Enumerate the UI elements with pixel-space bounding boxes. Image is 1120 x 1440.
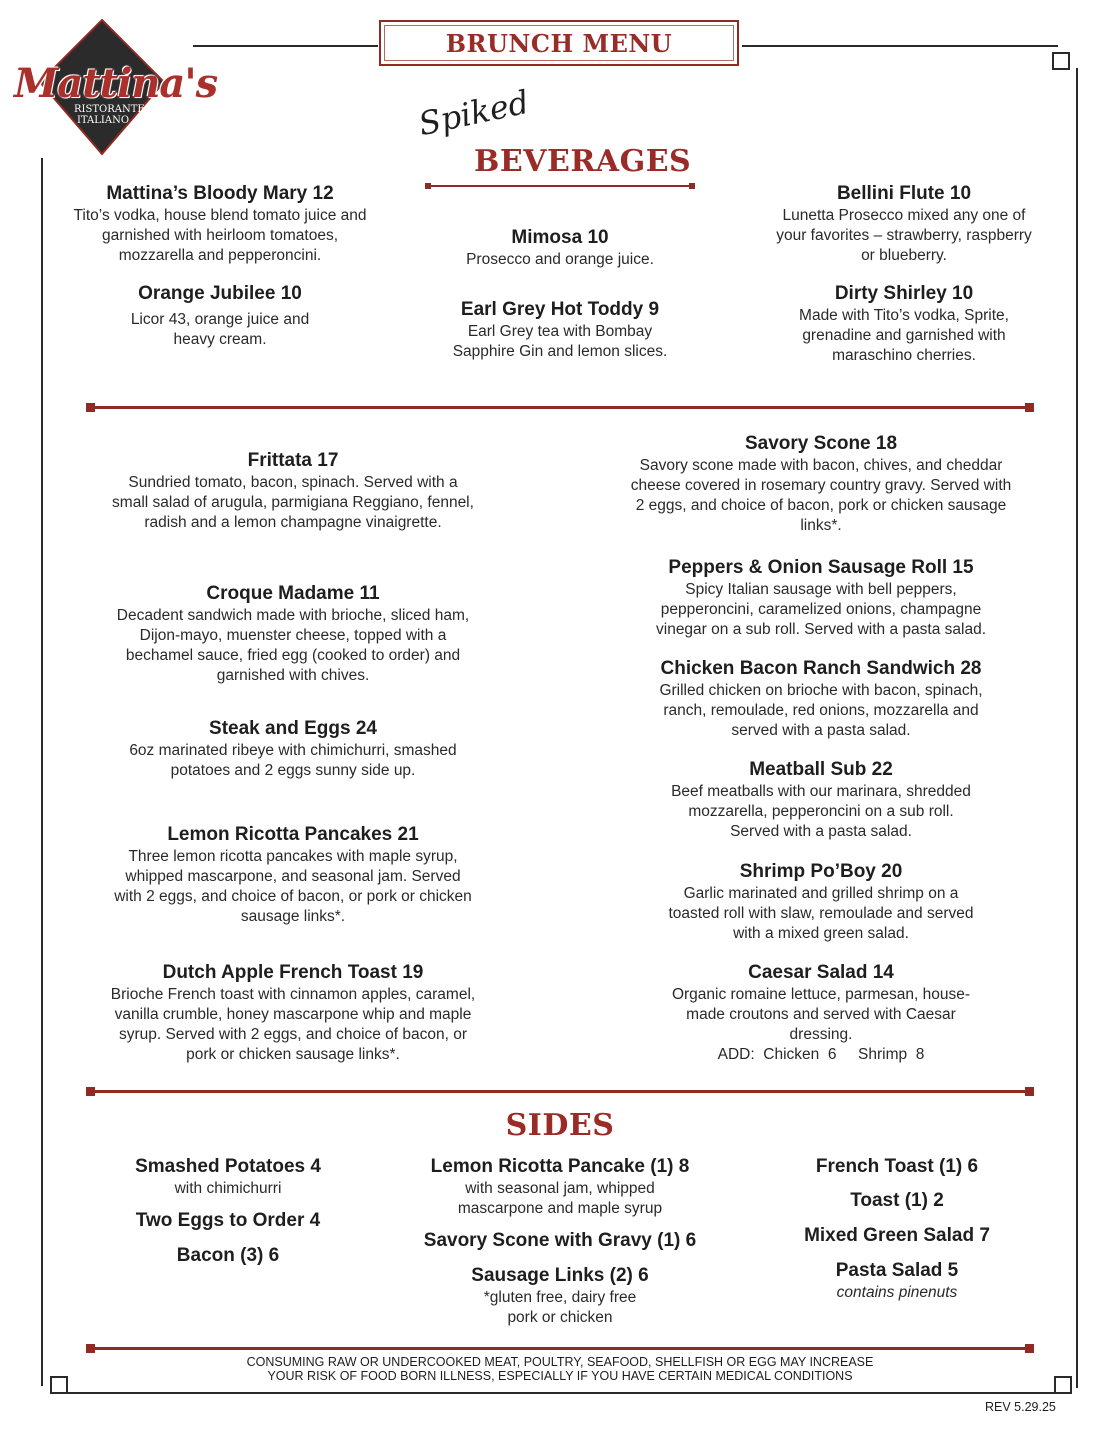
logo-subtitle: RISTORANTE ITALIANO (74, 104, 145, 126)
side-item (767, 1155, 1027, 1179)
beverage-item (754, 282, 1054, 366)
item-name: Peppers & Onion Sausage Roll 15 (668, 557, 974, 578)
header-box (379, 20, 739, 66)
item-description: Decadent sandwich made with brioche, sliced ham, Dijon-mayo, muenster cheese, topped with a bechamel sauce, fried egg (cooked to order) and garnished with chives. (116, 607, 470, 684)
item-description: Three lemon ricotta pancakes with maple syrup, whipped mascarpone, and seasonal jam. Served with 2 eggs, and choice of bacon, or pork or chicken sausage links*. (114, 848, 472, 925)
item-name: Toast (1) 2 (850, 1190, 944, 1211)
item-add-ons: ADD: Chicken 6 Shrimp 8 (717, 1046, 925, 1063)
frame-top-left (193, 45, 378, 47)
item-name: Mattina’s Bloody Mary 12 (106, 183, 334, 204)
item-name: Bellini Flute 10 (836, 183, 972, 204)
item-name: Two Eggs to Order 4 (135, 1210, 321, 1231)
beverages-script-word: Spiked (415, 82, 533, 144)
item-description: Prosecco and orange juice. (466, 251, 654, 268)
frame-bottom (66, 1392, 1056, 1394)
menu-item (103, 823, 483, 927)
menu-item (624, 758, 1018, 842)
item-description: with chimichurri (174, 1180, 282, 1197)
item-name: Smashed Potatoes 4 (135, 1156, 321, 1177)
item-name: Dirty Shirley 10 (834, 283, 974, 304)
item-name: Mixed Green Salad 7 (804, 1225, 990, 1246)
side-item (767, 1189, 1027, 1213)
sides-title: SIDES (505, 1108, 615, 1143)
side-item (98, 1209, 358, 1233)
item-name: Mimosa 10 (511, 227, 609, 248)
item-note: contains pinenuts (836, 1284, 958, 1301)
item-name: Caesar Salad 14 (748, 962, 894, 983)
beverage-item (60, 282, 380, 350)
item-name: Frittata 17 (247, 450, 339, 471)
item-description: 6oz marinated ribeye with chimichurri, smashed potatoes and 2 eggs sunny side up. (129, 742, 457, 779)
item-name: Savory Scone 18 (744, 433, 898, 454)
item-description: Spicy Italian sausage with bell peppers, pepperoncini, caramelized onions, champagne vinegar on a sub roll. Served with a pasta salad. (656, 581, 986, 638)
beverage-item (420, 298, 700, 362)
menu-item (624, 432, 1018, 536)
menu-item (108, 449, 478, 533)
disclaimer-line-1: CONSUMING RAW OR UNDERCOOKED MEAT, POULTRY, SEAFOOD, SHELLFISH OR EGG MAY INCREASE (246, 1355, 874, 1369)
side-item (410, 1155, 710, 1219)
item-name: Lemon Ricotta Pancakes 21 (167, 824, 419, 845)
frame-top-right (742, 45, 1058, 47)
item-description: with seasonal jam, whipped mascarpone and maple syrup (457, 1180, 663, 1217)
menu-item (103, 961, 483, 1065)
beverage-item (60, 182, 380, 266)
menu-item (108, 582, 478, 686)
side-item (400, 1229, 720, 1253)
disclaimer (0, 1355, 1120, 1383)
item-description: Garlic marinated and grilled shrimp on a toasted roll with slaw, remoulade and served with a mixed green salad. (668, 885, 974, 942)
item-name: Earl Grey Hot Toddy 9 (460, 299, 660, 320)
item-description: Licor 43, orange juice and heavy cream. (130, 311, 310, 348)
footer-divider (90, 1347, 1030, 1350)
item-name: Bacon (3) 6 (176, 1245, 280, 1266)
side-item (410, 1264, 710, 1328)
beverages-title-rule (428, 185, 692, 187)
item-description: Earl Grey tea with Bombay Sapphire Gin and lemon slices. (452, 323, 668, 360)
item-description: Beef meatballs with our marinara, shredded mozzarella, pepperoncini on a sub roll. Served with a pasta salad. (671, 783, 971, 840)
side-item (98, 1155, 358, 1199)
menu-item (624, 657, 1018, 741)
item-name: French Toast (1) 6 (815, 1156, 979, 1177)
item-description: Brioche French toast with cinnamon apples, caramel, vanilla crumble, honey mascarpone whip and maple syrup. Served with 2 eggs, and choice of bacon, or pork or chicken sausage links*. (110, 986, 476, 1063)
item-description: Made with Tito’s vodka, Sprite, grenadine and garnished with maraschino cherries. (799, 307, 1009, 364)
beverage-item (420, 226, 700, 270)
item-description: Savory scone made with bacon, chives, and cheddar cheese covered in rosemary country gravy. Served with 2 eggs, and choice of bacon, pork or chicken sausage links*. (630, 457, 1012, 534)
frame-right (1076, 68, 1078, 1388)
item-name: Shrimp Po’Boy 20 (739, 861, 903, 882)
item-name: Lemon Ricotta Pancake (1) 8 (430, 1156, 690, 1177)
item-description: Organic romaine lettuce, parmesan, house-made croutons and served with Caesar dressing. (671, 986, 971, 1043)
item-name: Meatball Sub 22 (749, 759, 893, 780)
section-divider (90, 406, 1030, 409)
menu-item (624, 556, 1018, 640)
item-description: Grilled chicken on brioche with bacon, spinach, ranch, remoulade, red onions, mozzarella and served with a pasta salad. (659, 682, 983, 739)
item-name: Orange Jubilee 10 (138, 283, 302, 304)
item-name: Steak and Eggs 24 (209, 718, 377, 739)
item-name: Sausage Links (2) 6 (471, 1265, 649, 1286)
item-name: Pasta Salad 5 (835, 1260, 959, 1281)
beverages-title: BEVERAGES (474, 144, 692, 179)
side-item (767, 1224, 1027, 1248)
item-name: Chicken Bacon Ranch Sandwich 28 (660, 658, 982, 679)
menu-item (108, 717, 478, 781)
beverage-item (754, 182, 1054, 266)
item-description: *gluten free, dairy free pork or chicken (483, 1289, 637, 1326)
logo-wordmark: Mattina's (14, 60, 218, 107)
item-description: Sundried tomato, bacon, spinach. Served with a small salad of arugula, parmigiana Reggiano, fennel, radish and a lemon champagne vinaigrette. (112, 474, 474, 531)
side-item (767, 1259, 1027, 1303)
header-title: BRUNCH MENU (445, 28, 673, 58)
item-description: Lunetta Prosecco mixed any one of your favorites – strawberry, raspberry or blueberry. (776, 207, 1032, 264)
side-item (98, 1244, 358, 1268)
item-description: Tito’s vodka, house blend tomato juice and garnished with heirloom tomatoes, mozzarella and pepperoncini. (73, 207, 367, 264)
section-divider (90, 1090, 1030, 1093)
menu-item (624, 860, 1018, 944)
revision-label: REV 5.29.25 (985, 1400, 1056, 1414)
menu-item (624, 961, 1018, 1065)
disclaimer-line-2: YOUR RISK OF FOOD BORN ILLNESS, ESPECIALLY IF YOU HAVE CERTAIN MEDICAL CONDITIONS (267, 1369, 853, 1383)
item-name: Savory Scone with Gravy (1) 6 (423, 1230, 697, 1251)
item-name: Dutch Apple French Toast 19 (162, 962, 424, 983)
frame-left (41, 158, 43, 1386)
item-name: Croque Madame 11 (206, 583, 380, 604)
frame-corner-tr (1052, 52, 1070, 70)
logo (14, 18, 218, 158)
